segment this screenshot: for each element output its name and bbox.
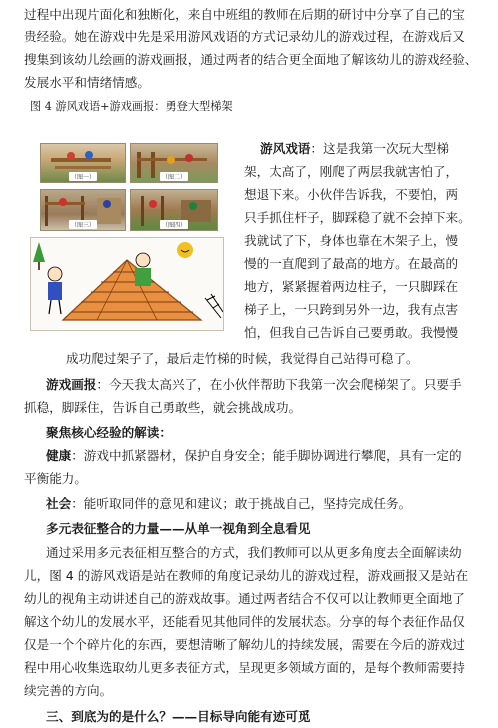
child-drawing bbox=[30, 237, 224, 331]
drawing-note-heading: 游戏画报 bbox=[46, 377, 97, 392]
narrative-line: 架，太高了，刚爬了两层我就害怕了， bbox=[244, 164, 459, 179]
final-heading: 三、到底为的是什么？——目标导向能有迹可觅 bbox=[46, 709, 311, 724]
health-line-2: 平衡能力。 bbox=[24, 471, 87, 486]
narrative-line: 只手抓住杆子，脚踩稳了就不会掉下来。 bbox=[244, 210, 471, 225]
narrative-first-line bbox=[260, 138, 449, 157]
photo-label: （图四） bbox=[161, 222, 187, 229]
photo-3 bbox=[40, 189, 126, 231]
photo-1 bbox=[40, 143, 126, 183]
social-label: 社会 bbox=[46, 496, 72, 511]
drawing-note-line bbox=[46, 374, 462, 393]
health-label: 健康 bbox=[46, 448, 72, 463]
health-text: ：游戏中抓紧器材，保护自身安全；能手脚协调进行攀爬，具有一定的 bbox=[71, 448, 462, 463]
drawing-note-line: 抓稳，脚踩住，告诉自己勇敢些，就会挑战成功。 bbox=[24, 400, 302, 415]
social-text: ：能听取同伴的意见和建议；敢于挑战自己，坚持完成任务。 bbox=[71, 496, 412, 511]
narrative-line: 慢的一直爬到了最高的地方。在最高的 bbox=[244, 256, 459, 271]
narrative-line: 想退下来。小伙伴告诉我，不要怕，两 bbox=[244, 187, 459, 202]
photo-label: （图一） bbox=[70, 174, 96, 181]
narrative-last-line: 成功爬过架子了，最后走竹梯的时候，我觉得自己站得可稳了。 bbox=[66, 351, 419, 366]
section-line: 续完善的方向。 bbox=[24, 683, 113, 698]
section-line: 仅是一个个碎片化的东西，要想清晰了解幼儿的持续发展，需要在今后的游戏过 bbox=[24, 637, 465, 652]
photo-label: （图三） bbox=[70, 222, 96, 229]
section-line: 程中用心收集选取幼儿更多表征方式，呈现更多领域方面的，是每个教师需要持 bbox=[24, 660, 465, 675]
narrative-heading: 游风戏语 bbox=[260, 141, 311, 156]
photo-4 bbox=[130, 189, 218, 231]
intro-line: 过程中出现片面化和独断化，来自中班组的教师在后期的研讨中分享了自己的宝 bbox=[24, 7, 465, 22]
photo-collage bbox=[40, 143, 220, 231]
health-line bbox=[46, 445, 462, 464]
section-line: 幼儿的视角主动讲述自己的游戏故事。通过两者结合不仅可以让教师更全面地了 bbox=[24, 591, 465, 606]
section-line: 解这个幼儿的发展水平，还能看见其他同伴的发展状态。分享的每个表征作品仅 bbox=[24, 614, 465, 629]
narrative-line: 梯子上，一只跨到另外一边，我有点害 bbox=[244, 302, 459, 317]
narrative-line: 地方，紧紧握着两边柱子，一只脚踩在 bbox=[244, 279, 459, 294]
photo-2 bbox=[130, 143, 218, 183]
photo-label: （图二） bbox=[161, 174, 187, 181]
section-line: 儿，图 4 的游风戏语是站在教师的角度记录幼儿的游戏过程，游戏画报又是站在 bbox=[24, 568, 469, 583]
interpretation-heading: 聚焦核心经验的解读： bbox=[46, 425, 172, 440]
narrative-line: 我就试了下，身体也靠在木架子上，慢 bbox=[244, 233, 459, 248]
intro-line: 贵经验。她在游戏中先是采用游风戏语的方式记录幼儿的游戏过程，在游戏后又 bbox=[24, 29, 465, 44]
intro-line: 搜集到该幼儿绘画的游戏画报，通过两者的结合更全面地了解该幼儿的游戏经验、 bbox=[24, 52, 478, 67]
section-line: 通过采用多元表征相互整合的方式，我们教师可以从更多角度去全面解读幼 bbox=[46, 545, 462, 560]
narrative-line: 怕，但我自己告诉自己要勇敢。我慢慢 bbox=[244, 325, 459, 340]
figure-caption: 图 4 游风戏语+游戏画报：勇登大型梯架 bbox=[30, 100, 233, 113]
drawing-note-text: ：今天我太高兴了，在小伙伴帮助下我第一次会爬梯架了。只要手 bbox=[96, 377, 462, 392]
intro-line: 发展水平和情绪情感。 bbox=[24, 75, 150, 90]
narrative-text: ：这是我第一次玩大型梯 bbox=[310, 141, 449, 156]
social-line bbox=[46, 493, 411, 512]
section-heading: 多元表征整合的力量——从单一视角到全息看见 bbox=[46, 521, 311, 536]
